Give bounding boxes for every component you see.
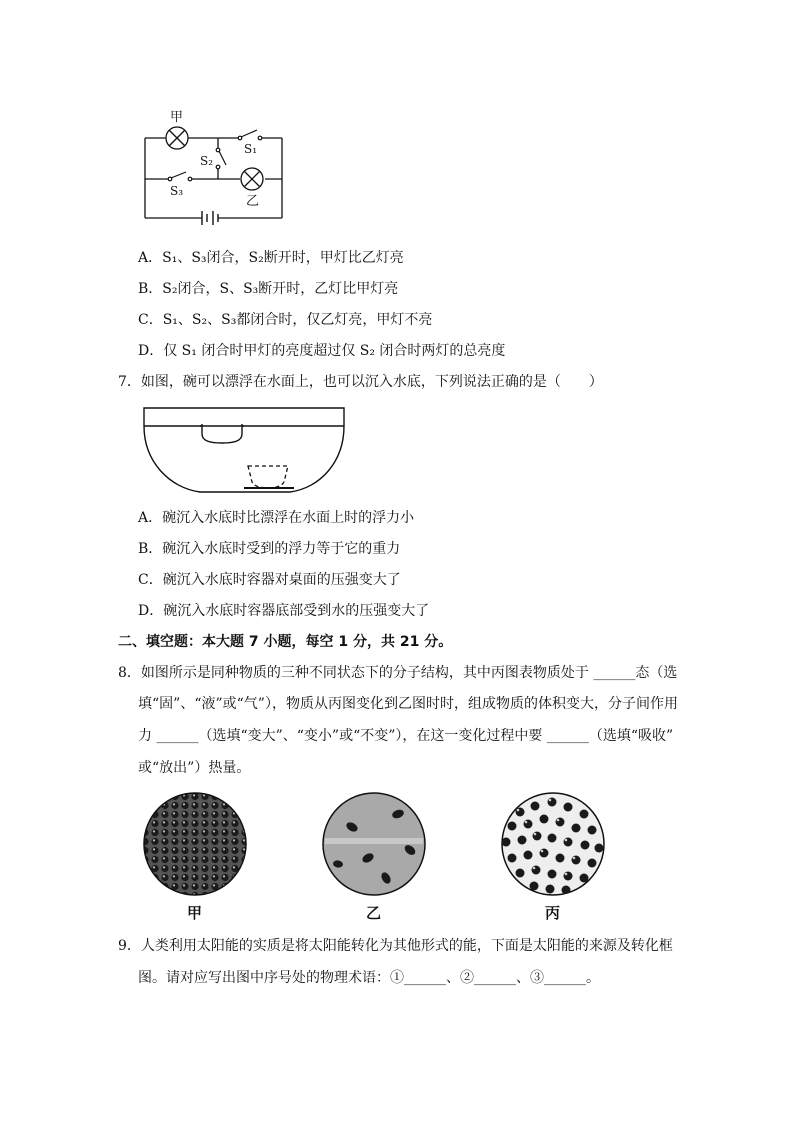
lamp-yi	[241, 168, 263, 190]
switch-s1	[238, 130, 262, 140]
molecule-liquid-figure	[502, 793, 605, 895]
circuit-label-jia: 甲	[170, 110, 184, 125]
q9-line-1: 9．人类利用太阳能的实质是将太阳能转化为其他形式的能，下面是太阳能的来源及转化框	[118, 938, 673, 954]
switch-s3	[168, 172, 192, 181]
q7-stem: 7．如图，碗可以漂浮在水面上，也可以沉入水底，下列说法正确的是（ ）	[118, 374, 603, 390]
molecule-gas-figure	[323, 793, 425, 895]
circuit-label-yi: 乙	[246, 194, 260, 209]
caption-bing: 丙	[545, 904, 561, 922]
molecule-solid-figure	[144, 793, 246, 895]
q7-option-c: C．碗沉入水底时容器对桌面的压强变大了	[138, 572, 401, 588]
q7-option-d: D．碗沉入水底时容器底部受到水的压强变大了	[138, 603, 430, 619]
caption-jia: 甲	[187, 904, 203, 922]
circuit-label-s3: S₃	[170, 184, 184, 198]
q6-option-a: A．S₁、S₃闭合，S₂断开时，甲灯比乙灯亮	[138, 250, 404, 266]
lamp-jia	[166, 127, 188, 149]
switch-s2	[216, 148, 226, 169]
section-heading: 二、填空题：本大题 7 小题，每空 1 分，共 21 分。	[118, 634, 453, 650]
molecule-figures	[140, 792, 620, 922]
q6-option-c: C．S₁、S₂、S₃都闭合时，仅乙灯亮，甲灯不亮	[138, 312, 433, 328]
circuit-label-s1: S₁	[244, 142, 258, 156]
circuit-diagram	[140, 105, 290, 225]
q8-line-3: 力 ______（选填“变大”、“变小”或“不变”），在这一变化过程中要 ______（选填“吸收”	[138, 728, 674, 744]
q8-line-4: 或“放出”）热量。	[138, 760, 251, 776]
q8-line-1: 8．如图所示是同种物质的三种不同状态下的分子结构，其中丙图表物质处于 ______态（选	[118, 665, 678, 681]
q8-line-2: 填“固”、“液”或“气”），物质从丙图变化到乙图时时，组成物质的体积变大，分子间作用	[138, 696, 678, 712]
circuit-label-s2: S₂	[200, 154, 214, 168]
battery	[202, 211, 218, 225]
q7-option-b: B．碗沉入水底时受到的浮力等于它的重力	[138, 541, 401, 557]
bowl-container-figure	[140, 402, 350, 498]
q6-option-b: B．S₂闭合，S、S₃断开时，乙灯比甲灯亮	[138, 281, 399, 297]
caption-yi: 乙	[366, 904, 382, 922]
q9-line-2: 图。请对应写出图中序号处的物理术语：①______、②______、③______。	[138, 970, 600, 986]
q7-option-a: A．碗沉入水底时比漂浮在水面上时的浮力小	[138, 510, 415, 526]
q6-option-d: D．仅 S₁ 闭合时甲灯的亮度超过仅 S₂ 闭合时两灯的总亮度	[138, 343, 506, 359]
